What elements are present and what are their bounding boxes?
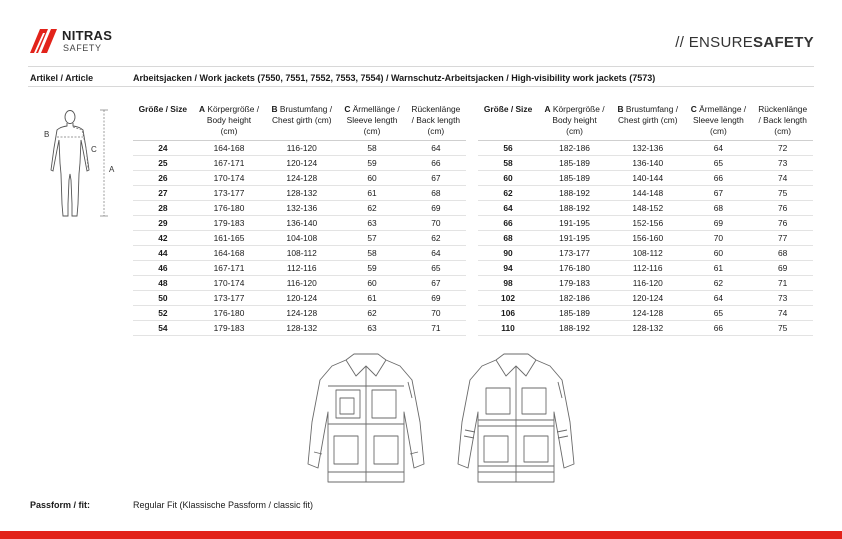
body-height-cell: 167-171 [193,156,266,171]
nitras-logo-icon [28,28,58,54]
figure-label-b: B [44,130,50,139]
sleeve-length-cell: 61 [338,291,405,306]
brand-logo [28,24,118,60]
sleeve-length-cell: 63 [338,321,405,336]
size-cell: 60 [478,171,538,186]
sleeve-length-cell: 66 [685,321,753,336]
chest-girth-cell: 136-140 [265,216,338,231]
sleeve-length-cell: 70 [685,231,753,246]
sleeve-length-cell: 58 [338,141,405,156]
chest-girth-cell: 152-156 [611,216,684,231]
chest-girth-cell: 136-140 [611,156,684,171]
work-jacket-illustration [296,352,436,490]
header-divider [28,66,814,67]
body-height-cell: 191-195 [538,216,611,231]
sleeve-length-cell: 58 [338,246,405,261]
header-chest-girth: B Brustumfang / Chest girth (cm) [265,104,338,141]
size-cell: 110 [478,321,538,336]
table-row [133,246,466,261]
body-height-cell: 176-180 [193,306,266,321]
body-height-cell: 164-168 [193,141,266,156]
brand-footer-bar [0,531,842,539]
back-length-cell: 66 [406,156,466,171]
size-cell: 90 [478,246,538,261]
sleeve-length-cell: 59 [338,156,405,171]
body-height-cell: 185-189 [538,171,611,186]
size-cell: 26 [133,171,193,186]
header-size: Größe / Size [133,104,193,141]
body-height-cell: 179-183 [538,276,611,291]
body-height-cell: 170-174 [193,276,266,291]
sleeve-length-cell: 64 [685,141,753,156]
size-cell: 62 [478,186,538,201]
size-cell: 44 [133,246,193,261]
size-cell: 58 [478,156,538,171]
chest-girth-cell: 120-124 [265,291,338,306]
tagline-bold: SAFETY [753,34,814,51]
sleeve-length-cell: 68 [685,201,753,216]
brand-sub: SAFETY [63,43,102,53]
table-row [133,231,466,246]
table-row [133,201,466,216]
body-height-cell: 188-192 [538,321,611,336]
chest-girth-cell: 112-116 [611,261,684,276]
chest-girth-cell: 108-112 [265,246,338,261]
back-length-cell: 70 [406,216,466,231]
table-row [133,186,466,201]
table-row [478,156,813,171]
article-text: Arbeitsjacken / Work jackets (7550, 7551, 7552, 7553, 7554) / Warnschutz-Arbeitsjacken / High-visibility work jackets (7573) [133,73,656,83]
header-back-length: Rückenlänge / Back length (cm) [752,104,813,141]
body-measurement-figure [40,108,130,223]
back-length-cell: 67 [406,276,466,291]
chest-girth-cell: 128-132 [611,321,684,336]
size-cell: 54 [133,321,193,336]
sleeve-length-cell: 61 [338,186,405,201]
fit-label: Passform / fit: [30,500,91,510]
size-cell: 64 [478,201,538,216]
body-height-cell: 173-177 [538,246,611,261]
back-length-cell: 62 [406,231,466,246]
body-height-cell: 161-165 [193,231,266,246]
back-length-cell: 74 [752,171,813,186]
sleeve-length-cell: 61 [685,261,753,276]
back-length-cell: 74 [752,306,813,321]
body-height-cell: 182-186 [538,291,611,306]
back-length-cell: 70 [406,306,466,321]
table-row [133,276,466,291]
body-height-cell: 179-183 [193,321,266,336]
chest-girth-cell: 124-128 [265,306,338,321]
sleeve-length-cell: 65 [685,306,753,321]
back-length-cell: 67 [406,171,466,186]
back-length-cell: 64 [406,246,466,261]
back-length-cell: 68 [752,246,813,261]
size-cell: 28 [133,201,193,216]
brand-name: NITRAS [62,28,113,43]
header-body-height: A Körpergröße / Body height (cm) [193,104,266,141]
sleeve-length-cell: 62 [338,306,405,321]
table-row [133,171,466,186]
body-height-cell: 167-171 [193,261,266,276]
size-cell: 27 [133,186,193,201]
header-body-height: A Körpergröße / Body height (cm) [538,104,611,141]
chest-girth-cell: 156-160 [611,231,684,246]
chest-girth-cell: 128-132 [265,321,338,336]
sleeve-length-cell: 67 [685,186,753,201]
sleeve-length-cell: 59 [338,261,405,276]
figure-label-a: A [109,165,115,174]
back-length-cell: 68 [406,186,466,201]
body-height-cell: 164-168 [193,246,266,261]
back-length-cell: 75 [752,186,813,201]
size-cell: 50 [133,291,193,306]
back-length-cell: 73 [752,156,813,171]
size-cell: 52 [133,306,193,321]
table-row [478,216,813,231]
chest-girth-cell: 116-120 [265,141,338,156]
table-row [478,276,813,291]
back-length-cell: 75 [752,321,813,336]
table-row [478,246,813,261]
sleeve-length-cell: 62 [685,276,753,291]
body-height-cell: 176-180 [193,201,266,216]
tagline-prefix: // ENSURE [675,34,754,51]
table-row [478,141,813,156]
table-row [133,321,466,336]
sleeve-length-cell: 57 [338,231,405,246]
size-table-left-body [133,141,466,336]
article-label: Artikel / Article [30,73,94,83]
back-length-cell: 76 [752,216,813,231]
chest-girth-cell: 124-128 [265,171,338,186]
size-cell: 94 [478,261,538,276]
size-table-right [478,104,813,336]
back-length-cell: 69 [752,261,813,276]
body-height-cell: 173-177 [193,291,266,306]
table-row [478,291,813,306]
size-cell: 42 [133,231,193,246]
high-visibility-jacket-illustration [446,352,586,490]
back-length-cell: 69 [406,291,466,306]
chest-girth-cell: 120-124 [611,291,684,306]
table-row [478,306,813,321]
table-row [478,171,813,186]
header-back-length: Rückenlänge / Back length (cm) [406,104,466,141]
header-chest-girth: B Brustumfang / Chest girth (cm) [611,104,684,141]
sleeve-length-cell: 69 [685,216,753,231]
header-size: Größe / Size [478,104,538,141]
chest-girth-cell: 116-120 [265,276,338,291]
body-height-cell: 185-189 [538,156,611,171]
table-row [133,216,466,231]
table-row [133,291,466,306]
tagline [675,34,814,51]
back-length-cell: 64 [406,141,466,156]
header-sleeve-length: C Ärmellänge / Sleeve length (cm) [685,104,753,141]
table-row [133,141,466,156]
chest-girth-cell: 112-116 [265,261,338,276]
table-row [478,186,813,201]
sleeve-length-cell: 62 [338,201,405,216]
chest-girth-cell: 104-108 [265,231,338,246]
chest-girth-cell: 116-120 [611,276,684,291]
body-height-cell: 176-180 [538,261,611,276]
sleeve-length-cell: 60 [685,246,753,261]
body-height-cell: 191-195 [538,231,611,246]
chest-girth-cell: 128-132 [265,186,338,201]
chest-girth-cell: 124-128 [611,306,684,321]
size-cell: 68 [478,231,538,246]
table-row [133,156,466,171]
size-cell: 56 [478,141,538,156]
chest-girth-cell: 132-136 [265,201,338,216]
sleeve-length-cell: 60 [338,171,405,186]
chest-girth-cell: 120-124 [265,156,338,171]
table-row [478,321,813,336]
back-length-cell: 77 [752,231,813,246]
size-cell: 24 [133,141,193,156]
size-cell: 48 [133,276,193,291]
table-row [133,261,466,276]
body-height-cell: 182-186 [538,141,611,156]
back-length-cell: 73 [752,291,813,306]
header-sleeve-length: C Ärmellänge / Sleeve length (cm) [338,104,405,141]
size-cell: 25 [133,156,193,171]
size-cell: 29 [133,216,193,231]
back-length-cell: 76 [752,201,813,216]
back-length-cell: 71 [752,276,813,291]
size-cell: 46 [133,261,193,276]
sleeve-length-cell: 66 [685,171,753,186]
body-height-cell: 188-192 [538,186,611,201]
chest-girth-cell: 108-112 [611,246,684,261]
back-length-cell: 71 [406,321,466,336]
size-table-left [133,104,466,336]
back-length-cell: 72 [752,141,813,156]
chest-girth-cell: 140-144 [611,171,684,186]
chest-girth-cell: 144-148 [611,186,684,201]
size-table-right-body [478,141,813,336]
table-row [478,261,813,276]
size-cell: 106 [478,306,538,321]
body-height-cell: 179-183 [193,216,266,231]
back-length-cell: 65 [406,261,466,276]
size-cell: 66 [478,216,538,231]
body-height-cell: 185-189 [538,306,611,321]
body-height-cell: 188-192 [538,201,611,216]
chest-girth-cell: 148-152 [611,201,684,216]
back-length-cell: 69 [406,201,466,216]
sleeve-length-cell: 64 [685,291,753,306]
fit-text: Regular Fit (Klassische Passform / classic fit) [133,500,314,510]
chest-girth-cell: 132-136 [611,141,684,156]
size-cell: 102 [478,291,538,306]
table-row [478,201,813,216]
size-cell: 98 [478,276,538,291]
sleeve-length-cell: 63 [338,216,405,231]
article-divider [28,86,814,87]
body-height-cell: 173-177 [193,186,266,201]
table-row [478,231,813,246]
sleeve-length-cell: 60 [338,276,405,291]
body-height-cell: 170-174 [193,171,266,186]
table-row [133,306,466,321]
sleeve-length-cell: 65 [685,156,753,171]
figure-label-c: C [91,145,97,154]
